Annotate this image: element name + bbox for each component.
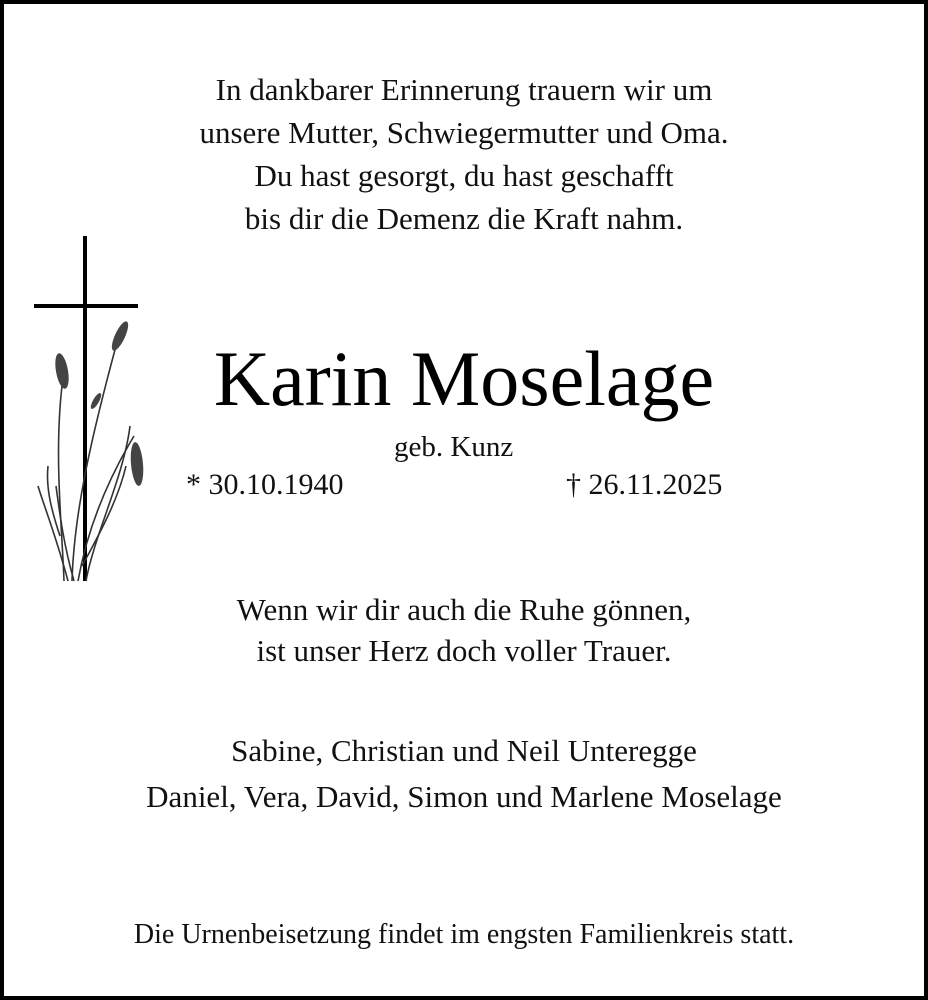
intro-line-4: bis dir die Demenz die Kraft nahm. bbox=[244, 201, 684, 236]
intro-line-3: Du hast gesorgt, du hast geschafft bbox=[254, 158, 674, 193]
cross-wheat-icon bbox=[34, 236, 154, 596]
wheat-icon bbox=[38, 319, 145, 581]
cross-icon bbox=[34, 236, 138, 581]
birth-date: * 30.10.1940 bbox=[186, 468, 344, 501]
verse-line-2: ist unser Herz doch voller Trauer. bbox=[256, 633, 672, 668]
mourners-line-1: Sabine, Christian und Neil Unteregge bbox=[231, 733, 697, 768]
intro-line-2: unsere Mutter, Schwiegermutter und Oma. bbox=[199, 115, 729, 150]
burial-notice: Die Urnenbeisetzung findet im engsten Familienkreis statt. bbox=[133, 919, 795, 950]
deceased-name: Karin Moselage bbox=[213, 335, 715, 422]
mourners-line-2: Daniel, Vera, David, Simon und Marlene Moselage bbox=[146, 779, 782, 814]
birth-name: geb. Kunz bbox=[394, 431, 514, 463]
intro-line-1: In dankbarer Erinnerung trauern wir um bbox=[215, 72, 713, 107]
verse-line-1: Wenn wir dir auch die Ruhe gönnen, bbox=[236, 592, 692, 627]
death-date: † 26.11.2025 bbox=[566, 468, 723, 501]
